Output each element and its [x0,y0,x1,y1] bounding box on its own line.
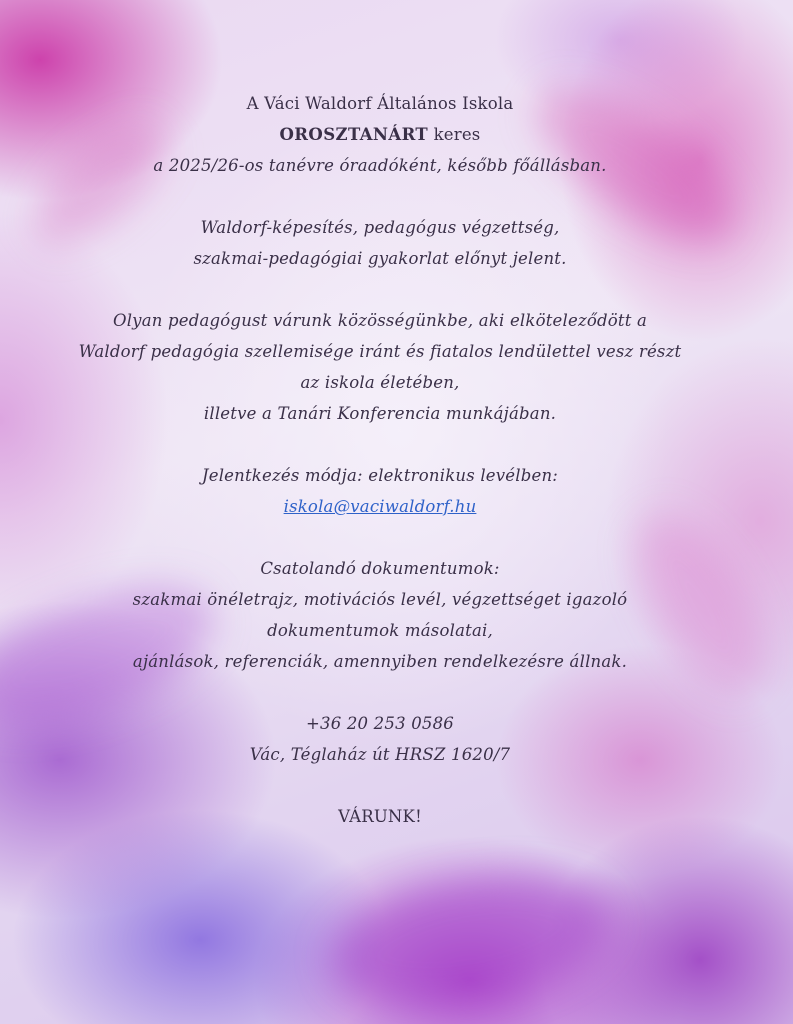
phone-number: +36 20 253 0586 [305,714,455,733]
description-line-2: Waldorf pedagógia szellemisége iránt és fiatalos lendülettel vesz részt [78,342,682,361]
closing-text: VÁRUNK! [338,807,422,826]
schedule-line: a 2025/26-os tanévre óraadóként, később főállásban. [153,156,607,175]
position-title: OROSZTANÁRT [279,125,429,144]
documents-line-1: szakmai önéletrajz, motivációs levél, végzettséget igazoló [132,590,628,609]
description-line-4: illetve a Tanári Konferencia munkájában. [203,404,557,423]
position-line [40,119,720,150]
requirements-line-2: szakmai-pedagógiai gyakorlat előnyt jelent. [193,249,567,268]
email-line [40,491,720,522]
description-line-1: Olyan pedagógust várunk közösségünkbe, aki elköteleződött a [112,311,648,330]
email-link[interactable]: iskola@vaciwaldorf.hu [283,497,477,516]
documents-label: Csatolandó dokumentumok: [260,559,500,578]
application-label: Jelentkezés módja: elektronikus levélben: [201,466,559,485]
documents-line-2: dokumentumok másolatai, [267,621,493,640]
position-suffix: keres [428,125,481,144]
school-name: A Váci Waldorf Általános Iskola [246,94,514,113]
job-posting [40,88,720,832]
requirements-line-1: Waldorf-képesítés, pedagógus végzettség, [200,218,560,237]
paint-wash [322,857,619,1024]
documents-line-3: ajánlások, referenciák, amennyiben rendelkezésre állnak. [132,652,628,671]
description-line-3: az iskola életében, [300,373,460,392]
address: Vác, Téglaház út HRSZ 1620/7 [249,745,511,764]
